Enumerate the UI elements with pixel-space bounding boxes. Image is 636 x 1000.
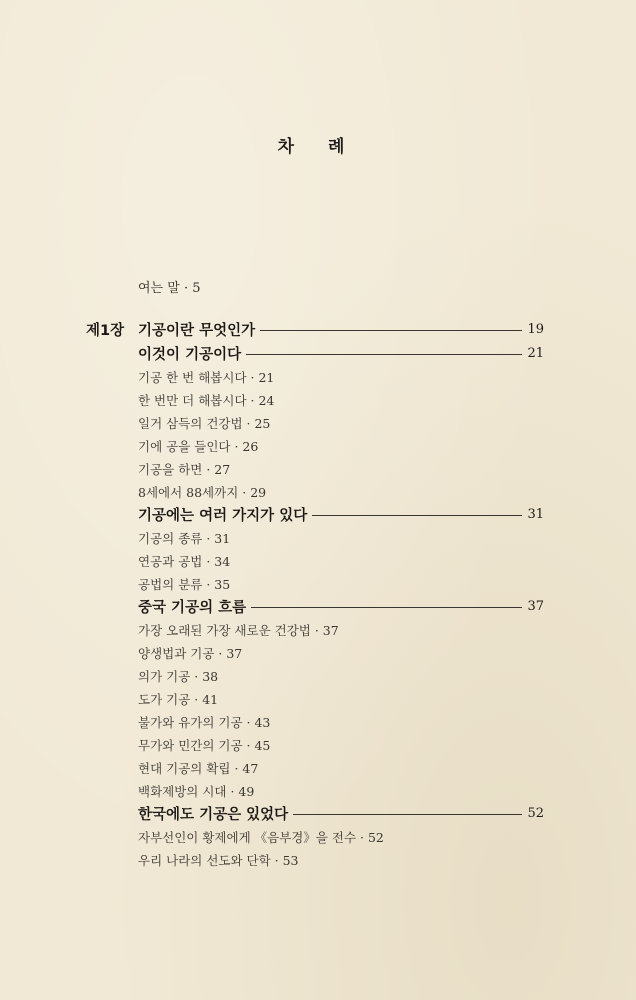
section-title: 기공에는 여러 가지가 있다	[138, 507, 308, 524]
toc-subentry: 기공 한 번 해봅시다 · 21	[138, 370, 275, 385]
section-heading-row	[138, 343, 544, 363]
toc-subentry: 무가와 민간의 기공 · 45	[138, 738, 271, 753]
toc-subentry: 우리 나라의 선도와 단학 · 53	[138, 853, 299, 868]
chapter-label: 제1장	[86, 323, 125, 339]
toc-subentry: 일거 삼득의 건강법 · 25	[138, 416, 271, 431]
dot-leader	[260, 330, 522, 331]
toc-subentry: 백화제방의 시대 · 49	[138, 784, 255, 799]
toc-subentry: 불가와 유가의 기공 · 43	[138, 715, 271, 730]
section-title: 중국 기공의 흐름	[138, 599, 247, 616]
toc-subentry: 자부선인이 황제에게 《음부경》을 전수 · 52	[138, 830, 384, 845]
toc-subentry: 양생법과 기공 · 37	[138, 646, 243, 661]
toc-subentry: 연공과 공법 · 34	[138, 554, 231, 569]
toc-subentry: 가장 오래된 가장 새로운 건강법 · 37	[138, 623, 339, 638]
section-heading-row	[138, 803, 544, 823]
toc-subentry: 기에 공을 들인다 · 26	[138, 439, 259, 454]
chapter-heading-row	[138, 319, 544, 339]
section-page-number: 37	[527, 598, 544, 614]
section-title: 이것이 기공이다	[138, 346, 242, 363]
toc-subentry: 공법의 분류 · 35	[138, 577, 231, 592]
toc-subentry: 의가 기공 · 38	[138, 669, 219, 684]
dot-leader	[312, 515, 522, 516]
section-title: 한국에도 기공은 있었다	[138, 806, 289, 823]
section-heading-row	[138, 596, 544, 616]
toc-subentry: 기공을 하면 · 27	[138, 462, 231, 477]
section-heading-row	[138, 504, 544, 524]
section-page-number: 31	[527, 506, 544, 522]
dot-leader	[251, 607, 522, 608]
toc-subentry: 도가 기공 · 41	[138, 692, 219, 707]
dot-leader	[293, 814, 522, 815]
toc-subentry: 기공의 종류 · 31	[138, 531, 231, 546]
chapter-title: 기공이란 무엇인가	[138, 322, 256, 339]
page-title: 차 례	[277, 137, 359, 157]
section-page-number: 21	[527, 345, 544, 361]
toc-intro-entry: 여는 말 · 5	[138, 281, 201, 296]
toc-subentry: 8세에서 88세까지 · 29	[138, 485, 267, 500]
toc-subentry: 한 번만 더 해봅시다 · 24	[138, 393, 275, 408]
chapter-page-number: 19	[527, 321, 544, 337]
toc-subentry: 현대 기공의 확립 · 47	[138, 761, 259, 776]
section-page-number: 52	[527, 805, 544, 821]
dot-leader	[246, 354, 522, 355]
